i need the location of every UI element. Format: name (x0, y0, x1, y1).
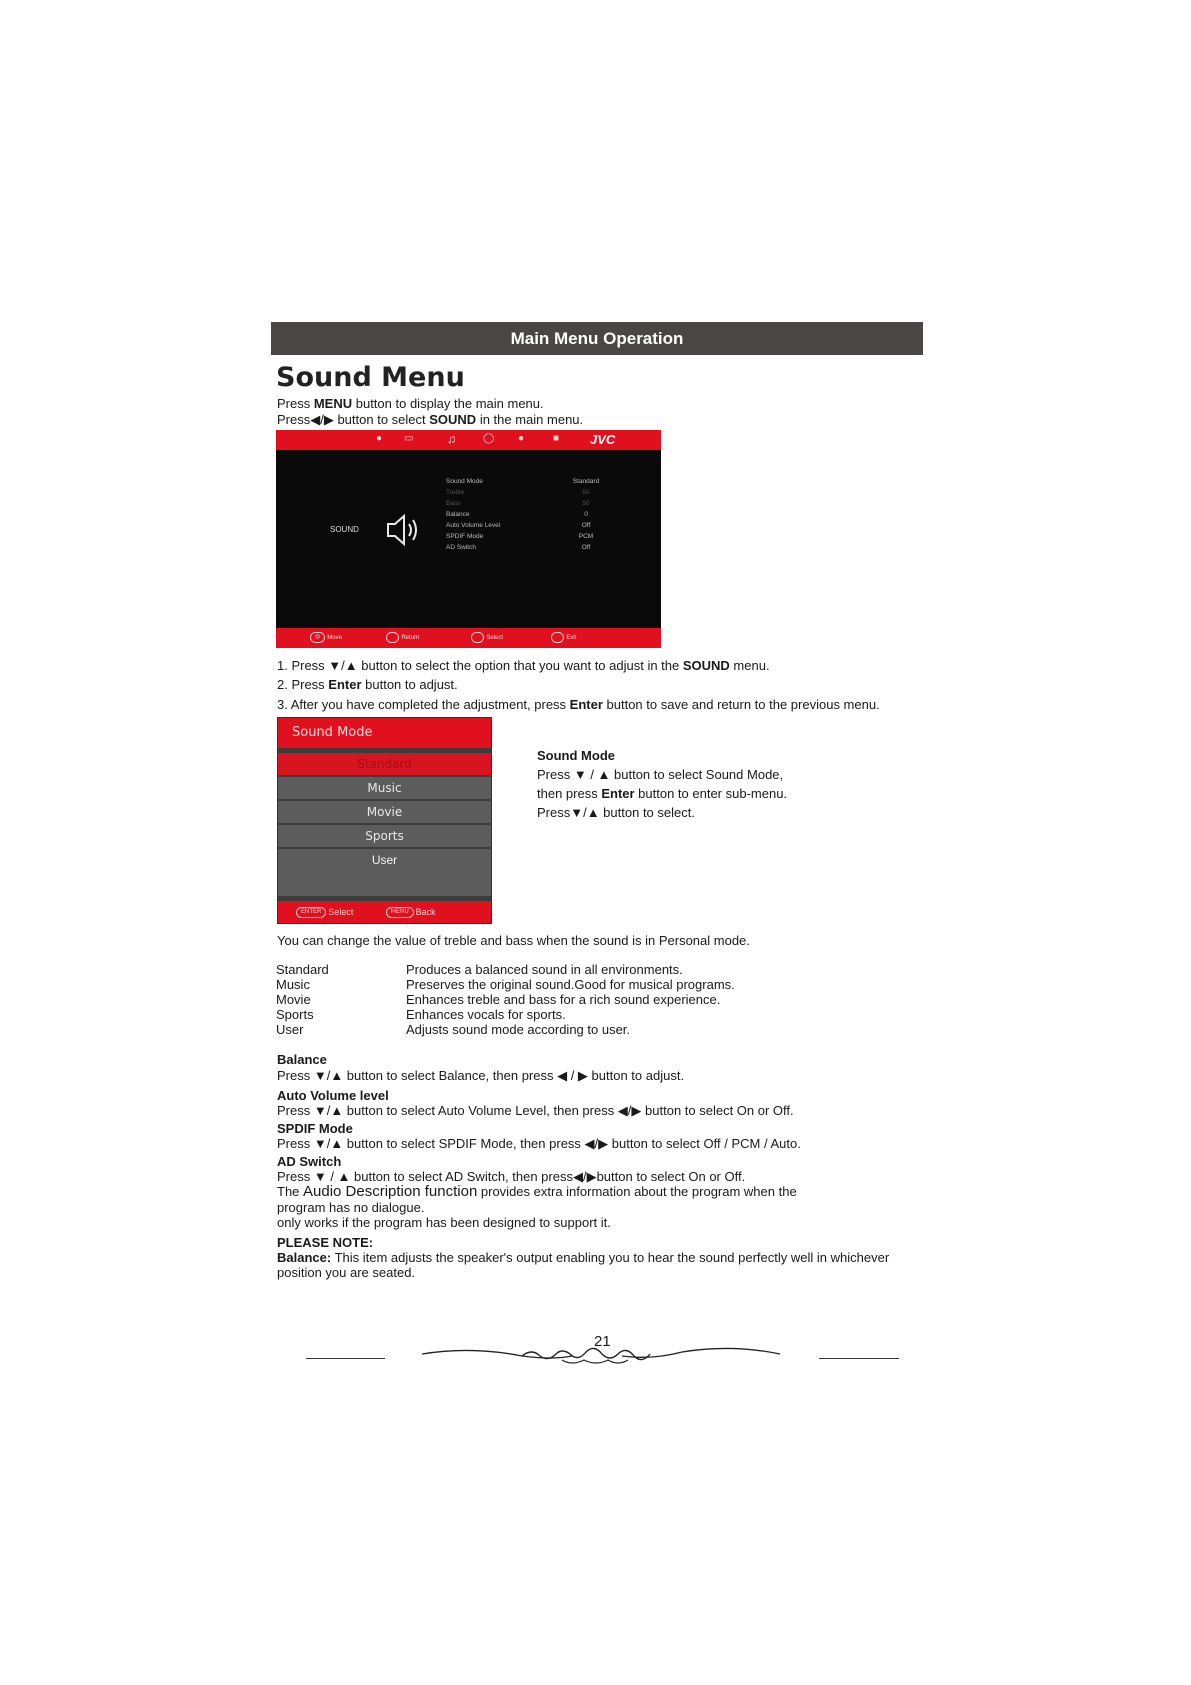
step-3 (277, 696, 880, 713)
balance-heading: Balance (277, 1052, 327, 1067)
submenu-item-sports[interactable]: Sports (278, 825, 491, 847)
step-1 (277, 657, 770, 674)
text: Press (277, 396, 314, 411)
mode-name: Music (276, 977, 310, 992)
mode-name: Sports (276, 1007, 314, 1022)
submenu-item-user[interactable]: User (278, 849, 491, 871)
text: 1. Press ▼/▲ button to select the option that you want to adjust in the (277, 658, 683, 673)
text: Audio Description function (303, 1183, 478, 1200)
menu-key-icon (386, 632, 399, 643)
mode-name: Standard (276, 962, 329, 977)
text: button to select (333, 412, 430, 427)
tv-option-label: Sound Mode (446, 478, 483, 485)
auto-volume-heading: Auto Volume level (277, 1088, 389, 1103)
text: SOUND (682, 658, 730, 673)
submenu-item-standard[interactable]: Standard (278, 753, 491, 775)
tv-sound-menu-screen (276, 430, 661, 648)
mode-description: Enhances vocals for sports. (406, 1007, 566, 1022)
text: Balance: (277, 1250, 332, 1265)
sound-mode-submenu (277, 717, 492, 924)
text: in the main menu. (476, 412, 584, 427)
intro-line-1 (277, 395, 544, 412)
tv-option-label: Bass (446, 500, 461, 507)
ad-switch-line-4: only works if the program has been designed to support it. (277, 1215, 611, 1230)
section-header: Main Menu Operation (271, 322, 923, 355)
tv-option-label: AD Switch (446, 544, 476, 551)
change-note: You can change the value of treble and bass when the sound is in Personal mode. (277, 933, 750, 948)
sound-mode-line-3: Press▼/▲ button to select. (537, 805, 695, 820)
mode-description: Adjusts sound mode according to user. (406, 1022, 631, 1037)
tv-option-value: PCM (578, 533, 594, 540)
footer-rule-left (306, 1358, 385, 1359)
tv-hint-select: Select (471, 632, 503, 643)
submenu-title: Sound Mode (278, 718, 491, 748)
intro-line-2 (277, 411, 583, 428)
tv-option-label: Auto Volume Level (446, 522, 501, 529)
footer-select: ENTER Select (296, 901, 353, 923)
tv-option-label: SPDIF Mode (446, 533, 484, 540)
tv-section-label: SOUND (330, 525, 359, 534)
mode-name: Movie (276, 992, 311, 1007)
text: button to adjust. (361, 677, 458, 692)
spdif-text: Press ▼/▲ button to select SPDIF Mode, then press ◀/▶ button to select Off / PCM / Auto. (277, 1136, 801, 1151)
enter-key-icon (471, 632, 484, 643)
sound-mode-line-1: Press ▼ / ▲ button to select Sound Mode, (537, 767, 784, 782)
sound-key: SOUND (429, 412, 477, 427)
enter-key-icon: ENTER (296, 907, 326, 918)
nav-icon: ◎ (310, 632, 325, 643)
footer-rule-right (819, 1358, 899, 1359)
ornament-icon (412, 1338, 782, 1368)
text: provides extra information about the program when the (477, 1184, 797, 1199)
tv-option-label: Treble (446, 489, 465, 496)
text: Enter (601, 786, 635, 801)
mode-description: Preserves the original sound.Good for musical programs. (406, 977, 735, 992)
auto-volume-text: Press ▼/▲ button to select Auto Volume Level, then press ◀/▶ button to select On or Off. (277, 1103, 794, 1118)
left-right-arrows-icon: ◀/▶ (310, 412, 334, 427)
exit-key-icon (551, 632, 564, 643)
page-title: Sound Menu (276, 362, 465, 393)
text: This item adjusts the speaker's output enabling you to hear the sound perfectly well in whichever (331, 1250, 890, 1265)
mode-description: Enhances treble and bass for a rich sound experience. (406, 992, 721, 1007)
text: Enter (569, 697, 603, 712)
lock-icon: ● (518, 433, 525, 444)
submenu-item-music[interactable]: Music (278, 777, 491, 799)
tv-option-value: 50 (582, 489, 590, 496)
mode-name: User (276, 1022, 304, 1037)
tv-option-label: Balance (446, 511, 470, 518)
menu-key-icon: MENU (386, 907, 414, 918)
sound-mode-line-2 (537, 785, 787, 802)
text: button to enter sub-menu. (634, 786, 788, 801)
text: button to display the main menu. (352, 396, 544, 411)
text: Enter (328, 677, 362, 692)
ad-switch-line-2 (277, 1183, 797, 1200)
submenu-item-movie[interactable]: Movie (278, 801, 491, 823)
screen-icon: ▭ (404, 433, 414, 444)
text: Press (277, 412, 311, 427)
text: menu. (729, 658, 770, 673)
text: The (277, 1184, 304, 1199)
balance-text: Press ▼/▲ button to select Balance, then press ◀ / ▶ button to adjust. (277, 1068, 685, 1083)
tv-hint-return: Return (386, 632, 419, 643)
setup-icon: ■ (553, 433, 560, 444)
spdif-heading: SPDIF Mode (277, 1121, 353, 1136)
jvc-logo: JVC (590, 432, 616, 447)
picture-icon: ● (376, 433, 383, 444)
page-number: 21 (594, 1333, 611, 1350)
submenu-blank-row (278, 871, 491, 896)
tv-option-value: Off (581, 544, 591, 551)
text: 2. Press (277, 677, 329, 692)
text: then press (537, 786, 602, 801)
submenu-footer (278, 901, 491, 923)
note-heading: PLEASE NOTE: (277, 1235, 374, 1250)
tv-top-bar (276, 430, 661, 450)
text: 3. After you have completed the adjustment, press (277, 697, 570, 712)
mode-description: Produces a balanced sound in all environments. (406, 962, 683, 977)
speaker-icon (384, 510, 424, 550)
sound-mode-heading: Sound Mode (537, 748, 615, 763)
ad-switch-line-1: Press ▼ / ▲ button to select AD Switch, then press◀/▶button to select On or Off. (277, 1169, 746, 1184)
tv-hint-move: ◎ Move (310, 632, 342, 643)
music-note-icon: ♫ (447, 432, 456, 446)
tv-bottom-bar (276, 628, 661, 648)
ad-switch-heading: AD Switch (277, 1154, 342, 1169)
note-line-2: position you are seated. (277, 1265, 416, 1280)
clock-icon: ◯ (483, 433, 495, 444)
tv-option-value: Off (581, 522, 591, 529)
tv-option-value: 50 (582, 500, 590, 507)
step-2 (277, 676, 458, 693)
footer-back: MENU Back (386, 901, 436, 923)
text: button to save and return to the previous menu. (602, 697, 880, 712)
ad-switch-line-3: program has no dialogue. (277, 1200, 425, 1215)
tv-option-value: Standard (572, 478, 600, 485)
menu-key: MENU (313, 396, 353, 411)
tv-option-value: 0 (584, 511, 588, 518)
tv-hint-exit: Exit (551, 632, 576, 643)
